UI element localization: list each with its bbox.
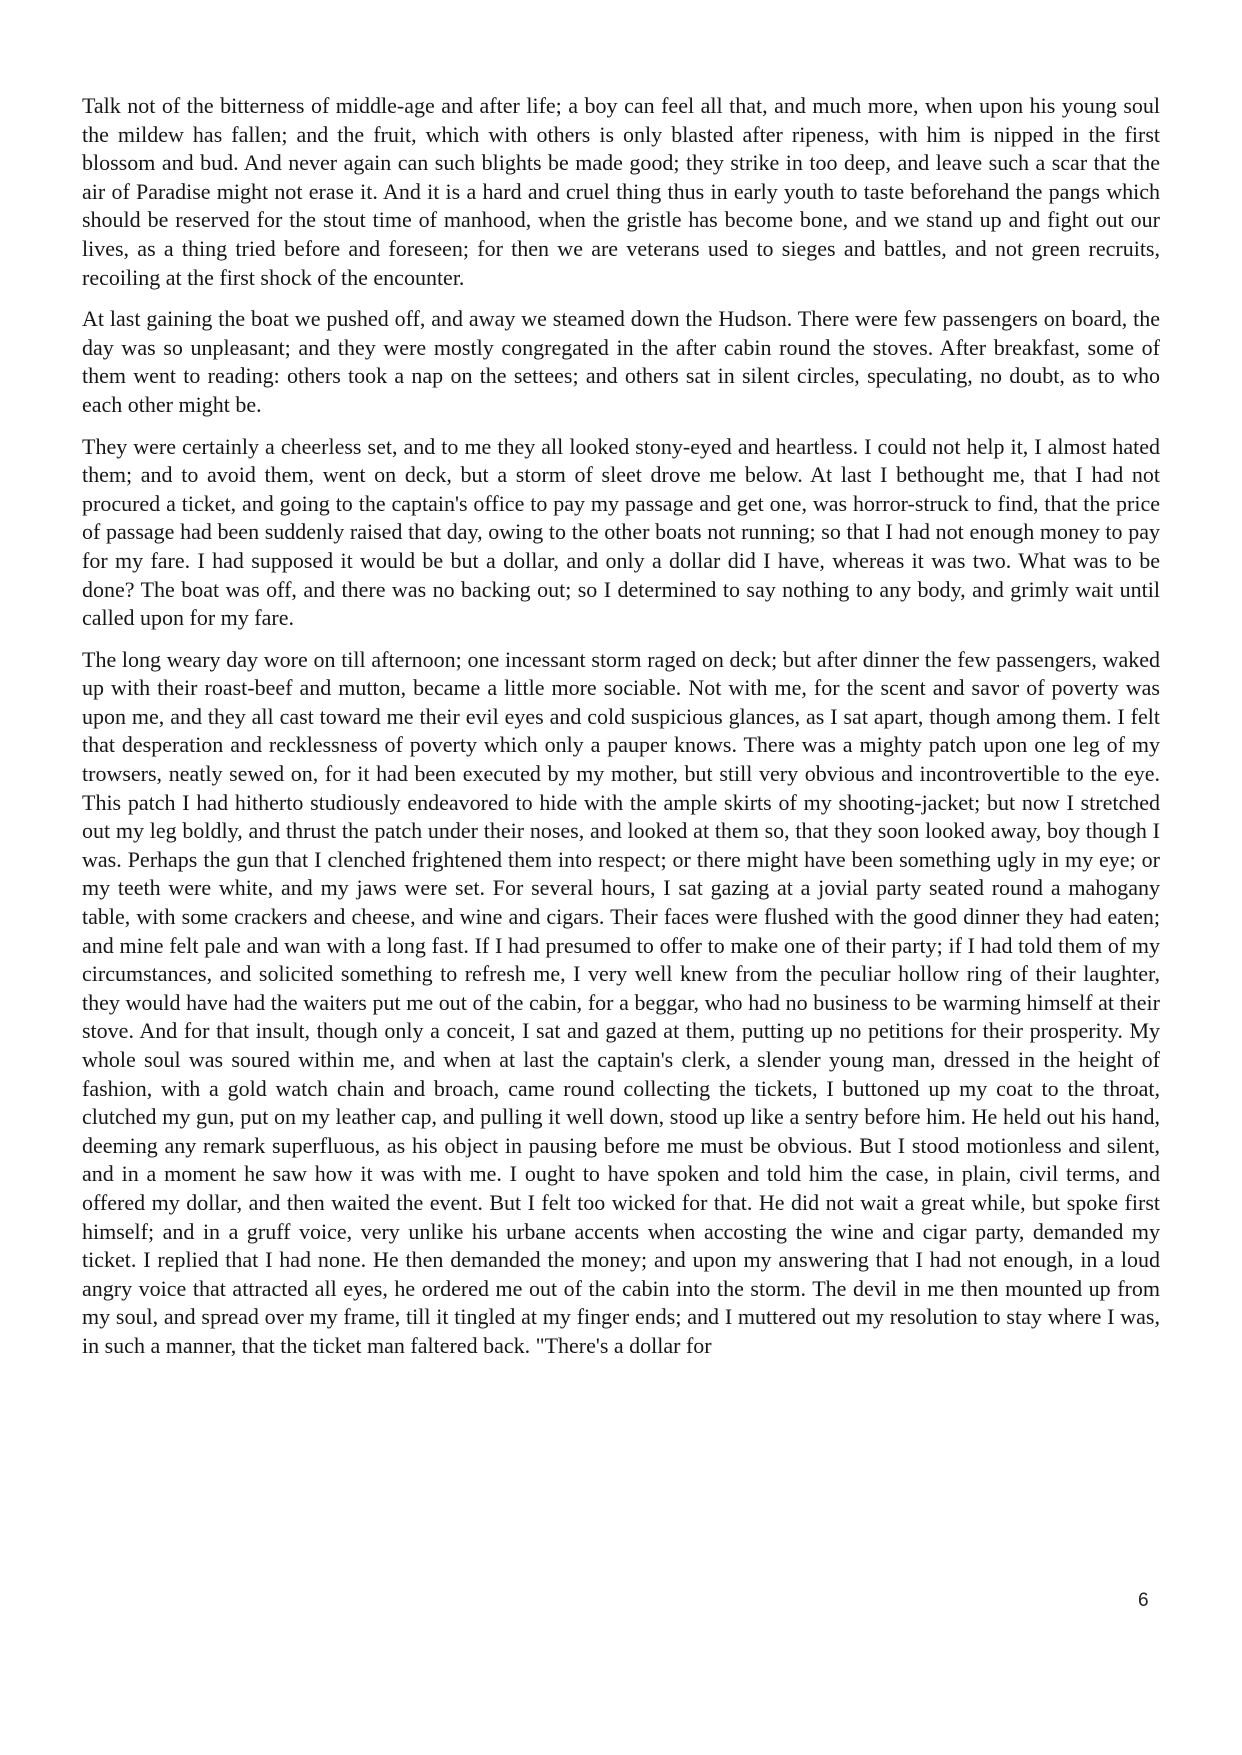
body-text xyxy=(82,92,1160,1374)
page-number: 6 xyxy=(1138,1590,1149,1611)
paragraph-2: At last gaining the boat we pushed off, and away we steamed down the Hudson. There were few passengers on board, the day was so unpleasant; and they were mostly congregated in the after cabin round the stoves. After breakfast, some of them went to reading: others took a nap on the settees; and others sat in silent circles, speculating, no doubt, as to who each other might be. xyxy=(82,306,1160,417)
paragraph-1: Talk not of the bitterness of middle-age and after life; a boy can feel all that, and much more, when upon his young soul the mildew has fallen; and the fruit, which with others is only blasted after ripeness, with him is nipped in the first blossom and bud. And never again can such blights be made good; they strike in too deep, and leave such a scar that the air of Paradise might not erase it. And it is a hard and cruel thing thus in early youth to taste beforehand the pangs which should be reserved for the stout time of manhood, when the gristle has become bone, and we stand up and fight out our lives, as a thing tried before and foreseen; for then we are veterans used to sieges and battles, and not green recruits, recoiling at the first shock of the encounter. xyxy=(82,93,1160,290)
paragraph-4: The long weary day wore on till afternoon; one incessant storm raged on deck; but after dinner the few passengers, waked up with their roast-beef and mutton, became a little more sociable. Not with me, for the scent and savor of poverty was upon me, and they all cast toward me their evil eyes and cold suspicious glances, as I sat apart, though among them. I felt that desperation and recklessness of poverty which only a pauper knows. There was a mighty patch upon one leg of my trowsers, neatly sewed on, for it had been executed by my mother, but still very obvious and incontrovertible to the eye. This patch I had hitherto studiously endeavored to hide with the ample skirts of my shooting-jacket; but now I stretched out my leg boldly, and thrust the patch under their noses, and looked at them so, that they soon looked away, boy though I was. Perhaps the gun that I clenched frightened them into respect; or there might have been something ugly in my eye; or my teeth were white, and my jaws were set. For several hours, I sat gazing at a jovial party seated round a mahogany table, with some crackers and cheese, and wine and cigars. Their faces were flushed with the good dinner they had eaten; and mine felt pale and wan with a long fast. If I had presumed to offer to make one of their party; if I had told them of my circumstances, and solicited something to refresh me, I very well knew from the peculiar hollow ring of their laughter, they would have had the waiters put me out of the cabin, for a beggar, who had no business to be warming himself at their stove. And for that insult, though only a conceit, I sat and gazed at them, putting up no petitions for their prosperity. My whole soul was soured within me, and when at last the captain's clerk, a slender young man, dressed in the height of fashion, with a gold watch chain and broach, came round collecting the tickets, I buttoned up my coat to the throat, clutched my gun, put on my leather cap, and pulling it well down, stood up like a sentry before him. He held out his hand, deeming any remark superfluous, as his object in pausing before me must be obvious. But I stood motionless and silent, and in a moment he saw how it was with me. I ought to have spoken and told him the case, in plain, civil terms, and offered my dollar, and then waited the event. But I felt too wicked for that. He did not wait a great while, but spoke first himself; and in a gruff voice, very unlike his urbane accents when accosting the wine and cigar party, demanded my ticket. I replied that I had none. He then demanded the money; and upon my answering that I had not enough, in a loud angry voice that attracted all eyes, he ordered me out of the cabin into the storm. The devil in me then mounted up from my soul, and spread over my frame, till it tingled at my finger ends; and I muttered out my resolution to stay where I was, in such a manner, that the ticket man faltered back. "There's a dollar for xyxy=(82,646,1160,1358)
paragraph-3: They were certainly a cheerless set, and to me they all looked stony-eyed and heartless. I could not help it, I almost hated them; and to avoid them, went on deck, but a storm of sleet drove me below. At last I bethought me, that I had not procured a ticket, and going to the captain's office to pay my passage and get one, was horror-struck to find, that the price of passage had been suddenly raised that day, owing to the other boats not running; so that I had not enough money to pay for my fare. I had supposed it would be but a dollar, and only a dollar did I have, whereas it was two. What was to be done? The boat was off, and there was no backing out; so I determined to say nothing to any body, and grimly wait until called upon for my fare. xyxy=(82,433,1160,631)
